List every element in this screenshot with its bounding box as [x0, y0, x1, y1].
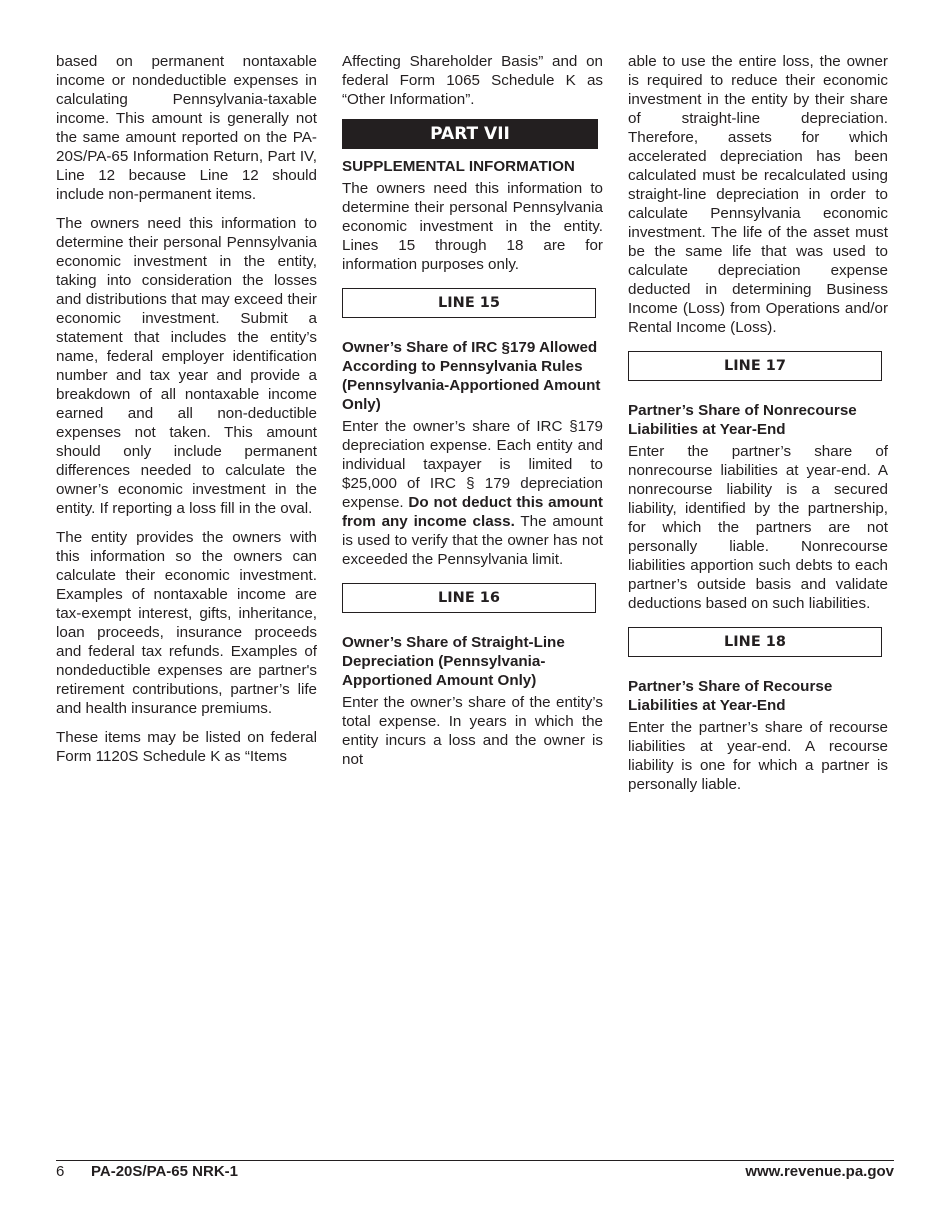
- line-16-text: Enter the owner’s share of the entity’s total expense. In years in which the entity incurs a loss and the owner is not: [342, 694, 603, 768]
- column-1: [56, 52, 317, 776]
- paragraph: The entity provides the owners with this information so the owners can calculate their economic investment. Examples of nontaxable income are tax-exempt interest, gifts, inheritance, loan proceeds, insurance proceeds and federal tax refunds. Examples of nondeductible expenses are partner's retirement contributions, partner’s life and health insurance premiums.: [56, 529, 317, 717]
- emphasis-text: Do not deduct this amount from any income class.: [342, 494, 603, 530]
- paragraph: The owners need this information to determine their personal Pennsylvania economic investment in the entity, taking into consideration the losses and distributions that may exceed their economic investment. Submit a statement that includes the entity’s name, federal employer identification number and tax year and provide a breakdown of all nontaxable income earned and all non-deductible expenses not taken. This amount should only include permanent differences needed to calculate the owner’s economic investment in the entity. If reporting a loss fill in the oval.: [56, 215, 317, 517]
- text-run: Enter the owner’s share of IRC §179 depreciation expense. Each entity and individual taxpayer is limited to $25,000 of IRC § 179 depreciation expense.: [342, 418, 603, 511]
- line-17-text: Enter the partner’s share of nonrecourse liabilities at year-end. A nonrecourse liability is a secured liability, identified by the partnership, for which the partners are not personally liable. Nonrecourse liabilities apportion such debts to each partner’s outside basis and validate deductions based on such liabilities.: [628, 443, 888, 612]
- section-title: SUPPLEMENTAL INFORMATION: [342, 158, 575, 175]
- column-2: [342, 52, 603, 779]
- line-18-label: LINE 18: [628, 627, 882, 657]
- paragraph: The owners need this information to determine their personal Pennsylvania economic investment in the entity. Lines 15 through 18 are for information purposes only.: [342, 180, 603, 273]
- paragraph: able to use the entire loss, the owner is required to reduce their economic investment in the entity by their share of straight-line depreciation. Therefore, assets for which accelerated depreciation has been calculated must be recalculated using straight-line depreciation in order to calculate Pennsylvania economic investment. The life of the asset must be the same life that was used to calculate depreciation expense deducted in determining Business Income (Loss) from Operations and/or Rental Income (Loss).: [628, 53, 888, 336]
- part-vii-banner: PART VII: [342, 119, 598, 149]
- line-18-text: Enter the partner’s share of recourse liabilities at year-end. A recourse liability is one for which a partner is personally liable.: [628, 719, 888, 793]
- column-3: [628, 52, 888, 804]
- line-17-label: LINE 17: [628, 351, 882, 381]
- text-run: The amount is used to verify that the owner has not exceeded the Pennsylvania limit.: [342, 513, 603, 568]
- line-17-heading: Partner’s Share of Nonrecourse Liabilities at Year-End: [628, 402, 857, 438]
- form-id: PA-20S/PA-65 NRK-1: [91, 1163, 238, 1180]
- line-16-heading: Owner’s Share of Straight-Line Depreciation (Pennsylvania-Apportioned Amount Only): [342, 634, 565, 689]
- footer-divider: [56, 1160, 894, 1161]
- line-16-label: LINE 16: [342, 583, 596, 613]
- website-link[interactable]: www.revenue.pa.gov: [745, 1163, 894, 1180]
- page-number: 6: [56, 1163, 65, 1180]
- line-15-text: [342, 417, 603, 569]
- line-18-heading: Partner’s Share of Recourse Liabilities at Year-End: [628, 678, 833, 714]
- line-15-heading: Owner’s Share of IRC §179 Allowed According to Pennsylvania Rules (Pennsylvania-Apportioned Amount Only): [342, 339, 601, 413]
- paragraph: Affecting Shareholder Basis” and on federal Form 1065 Schedule K as “Other Information”.: [342, 53, 603, 108]
- paragraph: These items may be listed on federal Form 1120S Schedule K as “Items: [56, 729, 317, 765]
- line-15-label: LINE 15: [342, 288, 596, 318]
- paragraph: based on permanent nontaxable income or nondeductible expenses in calculating Pennsylvania-taxable income. This amount is generally not the same amount reported on the PA-20S/PA-65 Information Return, Part IV, Line 12 because Line 12 should include non-permanent items.: [56, 53, 317, 203]
